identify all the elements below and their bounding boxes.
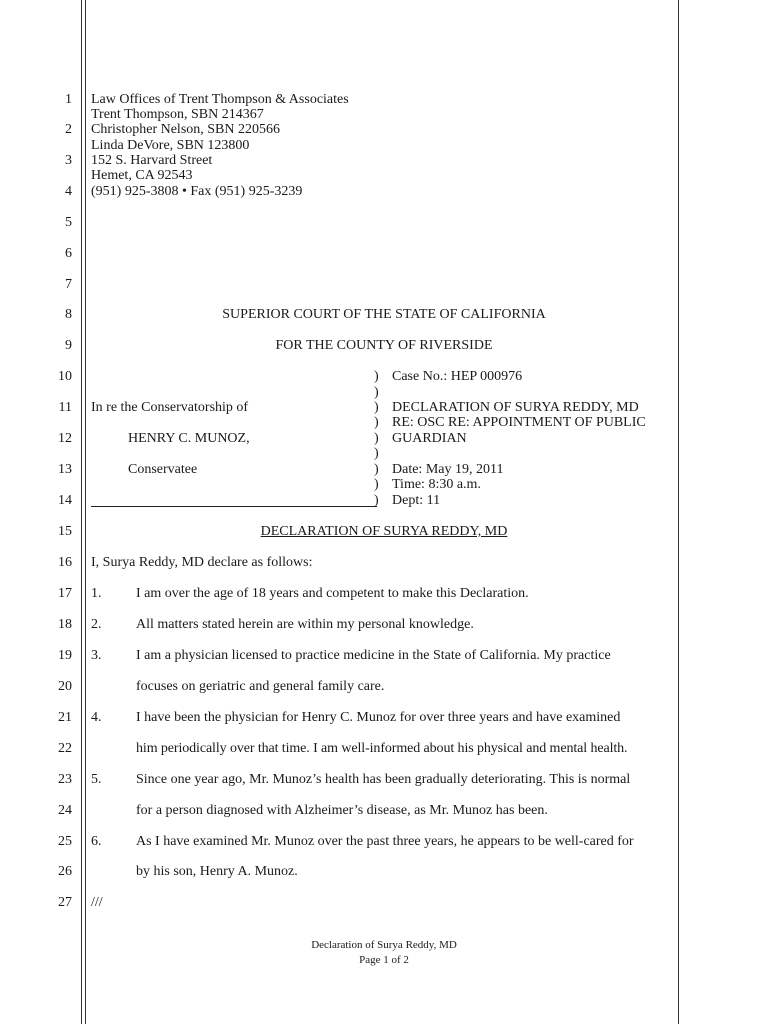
hearing-date: Date: May 19, 2011 <box>392 462 504 477</box>
attorney-line: Linda DeVore, SBN 123800 <box>91 138 250 153</box>
line-number: 6 <box>65 246 72 261</box>
paragraph-number: 2. <box>91 617 102 632</box>
caption-underline <box>91 506 377 507</box>
line-number: 13 <box>58 462 72 477</box>
paragraph-number: 6. <box>91 834 102 849</box>
caption-party-role: Conservatee <box>128 462 198 477</box>
paragraph-line: focuses on geriatric and general family care. <box>136 679 385 694</box>
caption-party-name: HENRY C. MUNOZ, <box>128 431 250 446</box>
caption-paren: ) <box>374 431 379 446</box>
paragraph-line: All matters stated herein are within my personal knowledge. <box>136 617 474 632</box>
line-number: 20 <box>58 679 72 694</box>
left-margin-rule-inner <box>85 0 86 1024</box>
line-number: 2 <box>65 122 72 137</box>
attorney-line: Trent Thompson, SBN 214367 <box>91 107 264 122</box>
attorney-line: Hemet, CA 92543 <box>91 168 193 183</box>
paragraph-line: I am a physician licensed to practice medicine in the State of California. My practice <box>136 648 611 663</box>
caption-paren: ) <box>374 462 379 477</box>
paragraph-line: I am over the age of 18 years and competent to make this Declaration. <box>136 586 529 601</box>
line-number: 23 <box>58 772 72 787</box>
line-number: 5 <box>65 215 72 230</box>
attorney-line: Christopher Nelson, SBN 220566 <box>91 122 280 137</box>
paragraph-line: As I have examined Mr. Munoz over the past three years, he appears to be well-cared for <box>136 834 634 849</box>
continuation-mark: /// <box>91 895 103 910</box>
declaration-title-text: DECLARATION OF SURYA REDDY, MD <box>260 524 508 539</box>
footer-title: Declaration of Surya Reddy, MD <box>311 939 457 951</box>
line-number: 16 <box>58 555 72 570</box>
paragraph-line: for a person diagnosed with Alzheimer’s disease, as Mr. Munoz has been. <box>136 803 548 818</box>
hearing-time: Time: 8:30 a.m. <box>392 477 481 492</box>
footer-page-number: Page 1 of 2 <box>359 954 409 966</box>
line-number: 26 <box>58 864 72 879</box>
declaration-intro: I, Surya Reddy, MD declare as follows: <box>91 555 313 570</box>
caption-paren: ) <box>374 415 379 430</box>
caption-paren: ) <box>374 385 379 400</box>
paragraph-line: I have been the physician for Henry C. Munoz for over three years and have examined <box>136 710 621 725</box>
paragraph-line: Since one year ago, Mr. Munoz’s health has been gradually deteriorating. This is normal <box>136 772 631 787</box>
attorney-line: 152 S. Harvard Street <box>91 153 213 168</box>
line-number: 17 <box>58 586 72 601</box>
caption-paren: ) <box>374 493 379 508</box>
line-number: 9 <box>65 338 72 353</box>
line-number: 3 <box>65 153 72 168</box>
caption-in-re: In re the Conservatorship of <box>91 400 249 415</box>
case-number: Case No.: HEP 000976 <box>392 369 523 384</box>
document-title-line: DECLARATION OF SURYA REDDY, MD <box>392 400 639 415</box>
line-number: 19 <box>58 648 72 663</box>
line-number: 1 <box>65 92 72 107</box>
paragraph-line: by his son, Henry A. Munoz. <box>136 864 298 879</box>
line-number: 12 <box>58 431 72 446</box>
line-number: 14 <box>58 493 72 508</box>
court-county: FOR THE COUNTY OF RIVERSIDE <box>275 338 493 353</box>
line-number: 27 <box>58 895 72 910</box>
caption-paren: ) <box>374 400 379 415</box>
caption-paren: ) <box>374 477 379 492</box>
paragraph-number: 5. <box>91 772 102 787</box>
left-margin-rule-outer <box>81 0 82 1024</box>
document-title-line: RE: OSC RE: APPOINTMENT OF PUBLIC <box>392 415 646 430</box>
document-title-line: GUARDIAN <box>392 431 467 446</box>
line-number: 15 <box>58 524 72 539</box>
line-number: 10 <box>58 369 72 384</box>
paragraph-number: 3. <box>91 648 102 663</box>
hearing-dept: Dept: 11 <box>392 493 441 508</box>
attorney-line: Law Offices of Trent Thompson & Associates <box>91 92 349 107</box>
caption-paren: ) <box>374 446 379 461</box>
caption-paren: ) <box>374 369 379 384</box>
paragraph-number: 4. <box>91 710 102 725</box>
line-number: 4 <box>65 184 72 199</box>
paragraph-number: 1. <box>91 586 102 601</box>
attorney-line: (951) 925-3808 • Fax (951) 925-3239 <box>91 184 303 199</box>
line-number: 21 <box>58 710 72 725</box>
court-name: SUPERIOR COURT OF THE STATE OF CALIFORNIA <box>222 307 546 322</box>
line-number: 8 <box>65 307 72 322</box>
line-number: 11 <box>58 400 72 415</box>
paragraph-line: him periodically over that time. I am well-informed about his physical and mental health. <box>136 741 628 756</box>
right-margin-rule <box>678 0 679 1024</box>
line-number: 22 <box>58 741 72 756</box>
line-number: 24 <box>58 803 72 818</box>
line-number: 25 <box>58 834 72 849</box>
line-number: 7 <box>65 277 72 292</box>
declaration-title <box>91 524 677 540</box>
line-number: 18 <box>58 617 72 632</box>
